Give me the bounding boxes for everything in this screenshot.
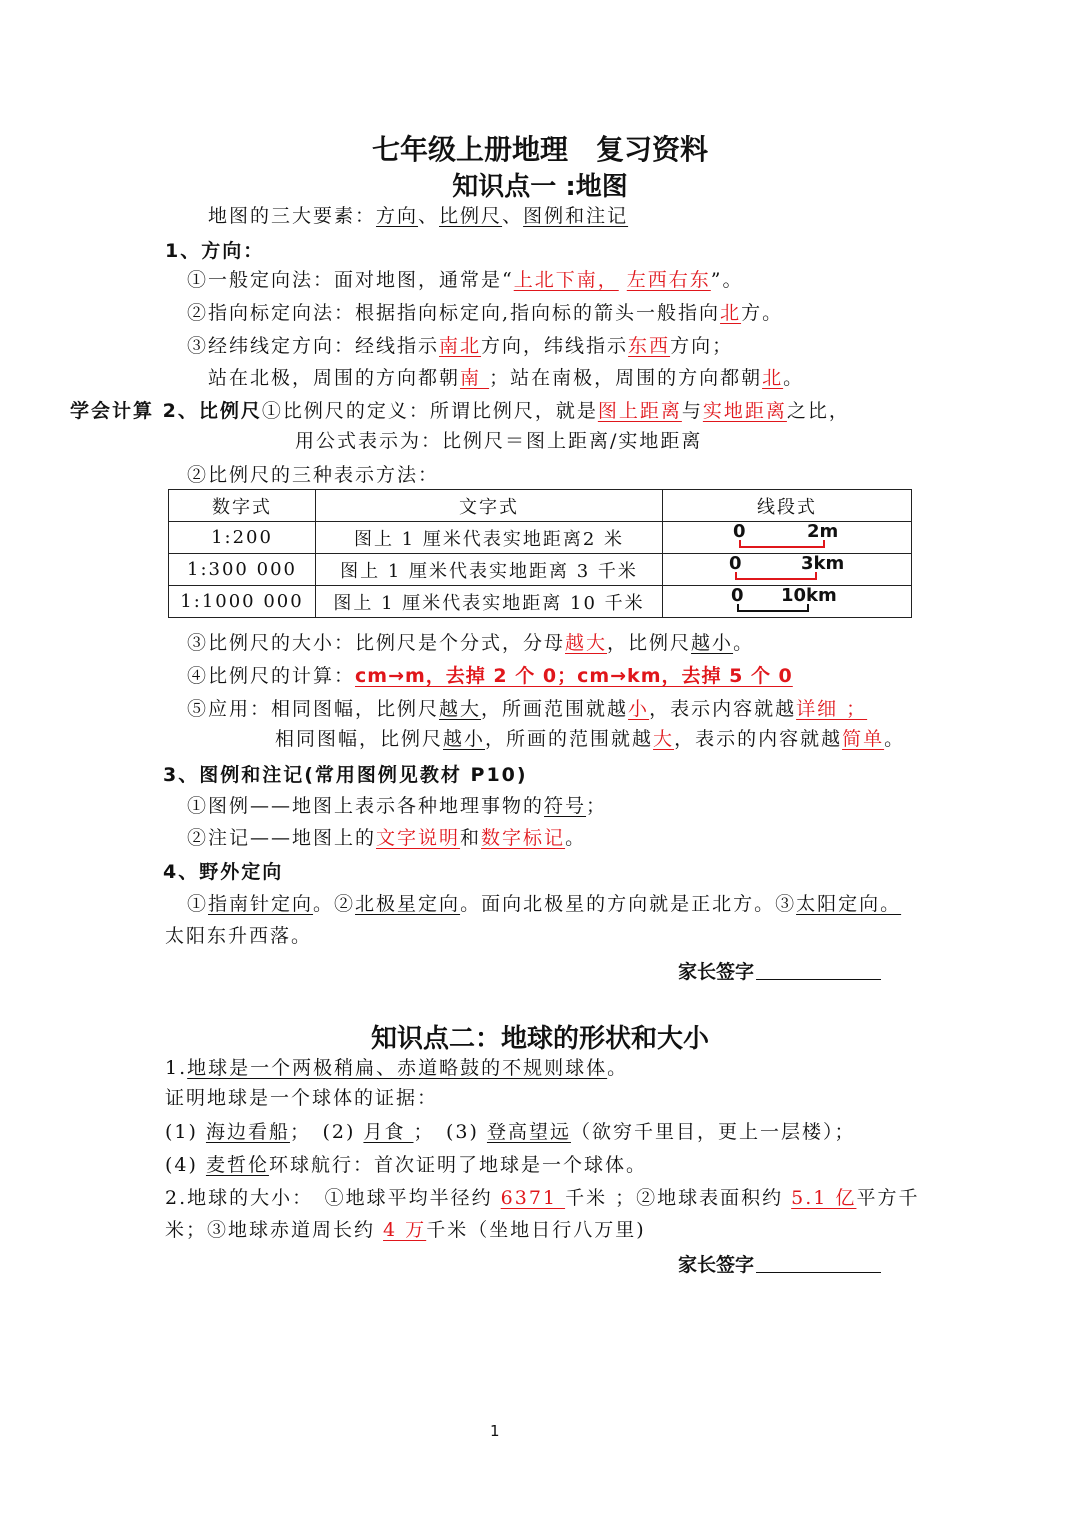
- scale-bar: [663, 522, 911, 553]
- text-segment: ；站在南极，周围的方向都朝: [489, 367, 763, 389]
- text-segment: ⑤应用：相同图幅，比例尺: [187, 698, 440, 720]
- text-segment: ①图例——地图上表示各种地理事物的: [187, 795, 545, 817]
- scale-calculation: [187, 664, 793, 688]
- text-segment: ①: [187, 893, 209, 915]
- scale-table: [168, 489, 912, 618]
- header-numeric: 数字式: [169, 490, 316, 522]
- text-segment: ④比例尺的计算：: [187, 665, 356, 687]
- heading-legend: [163, 763, 528, 787]
- cell-bar: [663, 586, 912, 618]
- earth-evidence-heading: [165, 1086, 438, 1110]
- answer-text: 4 万: [383, 1219, 427, 1241]
- page-number: 1: [490, 1422, 500, 1440]
- text-segment: ，所画范围就越: [481, 698, 629, 720]
- signature-label: 家长签字: [678, 1254, 755, 1276]
- text-segment: (1): [165, 1121, 206, 1143]
- text-segment: ，所画的范围就越: [485, 728, 654, 750]
- text-segment: 符号: [544, 795, 587, 817]
- answer-text: 实地距离: [702, 400, 787, 422]
- text-segment: 海边看船: [205, 1121, 290, 1143]
- text-segment: 1、方向：: [165, 240, 265, 262]
- answer-text: 越大: [565, 632, 608, 654]
- answer-text: 图上距离: [597, 400, 682, 422]
- cell-numeric: 1:1000 000: [169, 586, 316, 618]
- scale-application-2: [275, 727, 905, 751]
- scale-bar-value: 10km: [781, 585, 837, 606]
- cell-text: 图上 1 厘米代表实地距离2 米: [316, 522, 663, 554]
- text-segment: 4、野外定向: [163, 861, 284, 883]
- scale-bar-zero: 0: [729, 553, 742, 574]
- text-segment: 2.地球的大小： ①地球平均半径约: [165, 1187, 501, 1209]
- parent-signature-1: [678, 957, 881, 984]
- answer-text: 小: [628, 698, 650, 720]
- direction-item-3: [187, 334, 733, 358]
- scale-bar-zero: 0: [733, 521, 746, 542]
- text-segment: 越小: [443, 728, 486, 750]
- heading-direction: [165, 239, 264, 263]
- cell-numeric: 1:300 000: [169, 554, 316, 586]
- cell-text: 图上 1 厘米代表实地距离 3 千米: [316, 554, 663, 586]
- table-header-row: [169, 490, 912, 522]
- text-segment: ”。: [710, 269, 744, 291]
- answer-text: 简单: [842, 728, 885, 750]
- text-segment: 地图的三大要素：: [208, 205, 377, 227]
- answer-text: 详细 ；: [796, 698, 868, 720]
- text-segment: 。面向北极星的方向就是正北方。③: [460, 893, 797, 915]
- text-segment: 太阳定向。: [796, 893, 902, 915]
- answer-text: 北: [720, 302, 742, 324]
- signature-field[interactable]: [756, 1272, 881, 1273]
- header-bar: 线段式: [663, 490, 912, 522]
- earth-size-2: [165, 1218, 646, 1242]
- text-segment: 学会计算 2、比例尺: [70, 400, 262, 422]
- text-segment: 。: [884, 728, 906, 750]
- text-segment: 。: [733, 632, 755, 654]
- text-segment: 相同图幅，比例尺: [275, 728, 444, 750]
- text-segment: 。: [565, 827, 587, 849]
- document-title: 七年级上册地理 复习资料: [371, 133, 708, 166]
- earth-evidence-1: [165, 1120, 855, 1144]
- scale-bar-line: [735, 572, 817, 580]
- text-segment: 平方千: [856, 1187, 920, 1209]
- heading-field-orientation: [163, 860, 283, 884]
- text-segment: 环球航行：首次证明了地球是一个球体。: [268, 1154, 647, 1176]
- answer-text: 6371: [500, 1187, 566, 1209]
- text-segment: 北极星定向: [355, 893, 461, 915]
- table-row: [169, 554, 912, 586]
- direction-item-4: [208, 366, 804, 390]
- text-segment: 、: [502, 205, 524, 227]
- text-segment: 和: [460, 827, 482, 849]
- legend-item-2: [187, 826, 586, 850]
- signature-label: 家长签字: [678, 961, 755, 983]
- text-segment: ；: [586, 795, 608, 817]
- cell-bar: [663, 554, 912, 586]
- text-segment: 方。: [741, 302, 784, 324]
- text-segment: 。: [783, 367, 805, 389]
- direction-item-2: [187, 301, 783, 325]
- text-segment: 与: [681, 400, 703, 422]
- answer-text: 北: [762, 367, 784, 389]
- scale-methods-heading: [187, 463, 439, 487]
- scale-bar: [663, 586, 911, 617]
- scale-bar: [663, 554, 911, 585]
- answer-text: 5.1 亿: [791, 1187, 857, 1209]
- section-2-title: 知识点二：地球的形状和大小: [370, 1024, 709, 1054]
- earth-evidence-2: [165, 1153, 647, 1177]
- text-segment: 。: [607, 1057, 629, 1079]
- text-segment: 。②: [313, 893, 356, 915]
- text-segment: 之比，: [786, 400, 850, 422]
- scale-bar-line: [739, 540, 825, 548]
- scale-bar-zero: 0: [731, 585, 744, 606]
- text-segment: 指南针定向: [208, 893, 314, 915]
- text-segment: 比例尺: [439, 205, 503, 227]
- text-segment: ②比例尺的三种表示方法：: [187, 464, 440, 486]
- field-orientation-2: [165, 924, 312, 948]
- answer-text: 文字说明: [376, 827, 461, 849]
- text-segment: 千米 ；②地球表面积约: [565, 1187, 792, 1209]
- text-segment: 麦哲伦: [205, 1154, 269, 1176]
- text-segment: ； (3): [413, 1121, 487, 1143]
- scale-application-1: [187, 697, 867, 721]
- text-segment: 方向；: [670, 335, 734, 357]
- scale-bar-value: 2m: [807, 521, 839, 542]
- signature-field[interactable]: [756, 979, 881, 980]
- earth-shape: [165, 1056, 628, 1080]
- scale-definition: [70, 399, 850, 423]
- text-segment: (4): [165, 1154, 206, 1176]
- text-segment: 千米（坐地日行八万里): [426, 1219, 646, 1241]
- text-segment: 证明地球是一个球体的证据：: [165, 1087, 439, 1109]
- text-segment: ①一般定向法：面对地图，通常是“: [187, 269, 514, 291]
- text-segment: ，表示内容就越: [649, 698, 797, 720]
- text-segment: 登高望远: [486, 1121, 571, 1143]
- scale-size: [187, 631, 754, 655]
- answer-text: 南北: [439, 335, 482, 357]
- text-segment: ②注记——地图上的: [187, 827, 377, 849]
- table-row: [169, 522, 912, 554]
- text-segment: 方向: [376, 205, 419, 227]
- cell-text: 图上 1 厘米代表实地距离 10 千米: [316, 586, 663, 618]
- scale-formula: [295, 429, 702, 453]
- scale-bar-line: [737, 604, 809, 612]
- text-segment: ③比例尺的大小：比例尺是个分式，分母: [187, 632, 566, 654]
- text-segment: 图例和注记: [523, 205, 629, 227]
- section-1-title: 知识点一 :地图: [452, 172, 628, 202]
- text-segment: 太阳东升西落。: [165, 925, 313, 947]
- answer-text: 上北下南，: [513, 269, 619, 291]
- answer-text: 南: [460, 367, 490, 389]
- text-segment: 越小: [691, 632, 734, 654]
- text-segment: ，表示的内容就越: [674, 728, 843, 750]
- text-segment: [619, 269, 627, 291]
- answer-text: 左西右东: [626, 269, 711, 291]
- text-segment: ； (2): [289, 1121, 364, 1143]
- text-segment: 地球是一个两极稍扁、赤道略鼓的不规则球体: [187, 1057, 608, 1079]
- table-row: [169, 586, 912, 618]
- text-segment: 米；③地球赤道周长约: [165, 1219, 384, 1241]
- text-segment: ②指向标定向法：根据指向标定向,指向标的箭头一般指向: [187, 302, 721, 324]
- text-segment: 站在北极，周围的方向都朝: [208, 367, 461, 389]
- cell-bar: [663, 522, 912, 554]
- text-segment: （欲穷千里目，更上一层楼）；: [570, 1121, 856, 1143]
- earth-size-1: [165, 1186, 919, 1210]
- text-segment: ③经纬线定方向：经线指示: [187, 335, 440, 357]
- cell-numeric: 1:200: [169, 522, 316, 554]
- text-segment: 用公式表示为：比例尺＝图上距离/实地距离: [295, 430, 703, 452]
- text-segment: 方向，纬线指示: [481, 335, 629, 357]
- answer-text: 数字标记: [481, 827, 566, 849]
- text-segment: ①比例尺的定义：所谓比例尺，就是: [261, 400, 598, 422]
- answer-text: 大: [653, 728, 675, 750]
- parent-signature-2: [678, 1250, 881, 1277]
- legend-item-1: [187, 794, 607, 818]
- field-orientation-1: [187, 892, 901, 916]
- header-text: 文字式: [316, 490, 663, 522]
- text-segment: 越大: [439, 698, 482, 720]
- answer-text: cm→m，去掉 2 个 0；cm→km，去掉 5 个 0: [355, 665, 793, 687]
- scale-bar-value: 3km: [801, 553, 845, 574]
- map-elements-line: [208, 204, 628, 228]
- answer-text: 东西: [628, 335, 671, 357]
- text-segment: 3、图例和注记(常用图例见教材 P10): [163, 764, 528, 786]
- text-segment: 、: [418, 205, 440, 227]
- text-segment: ，比例尺: [607, 632, 692, 654]
- text-segment: 1.: [165, 1057, 188, 1079]
- text-segment: 月食: [363, 1121, 414, 1143]
- direction-item-1: [187, 268, 744, 292]
